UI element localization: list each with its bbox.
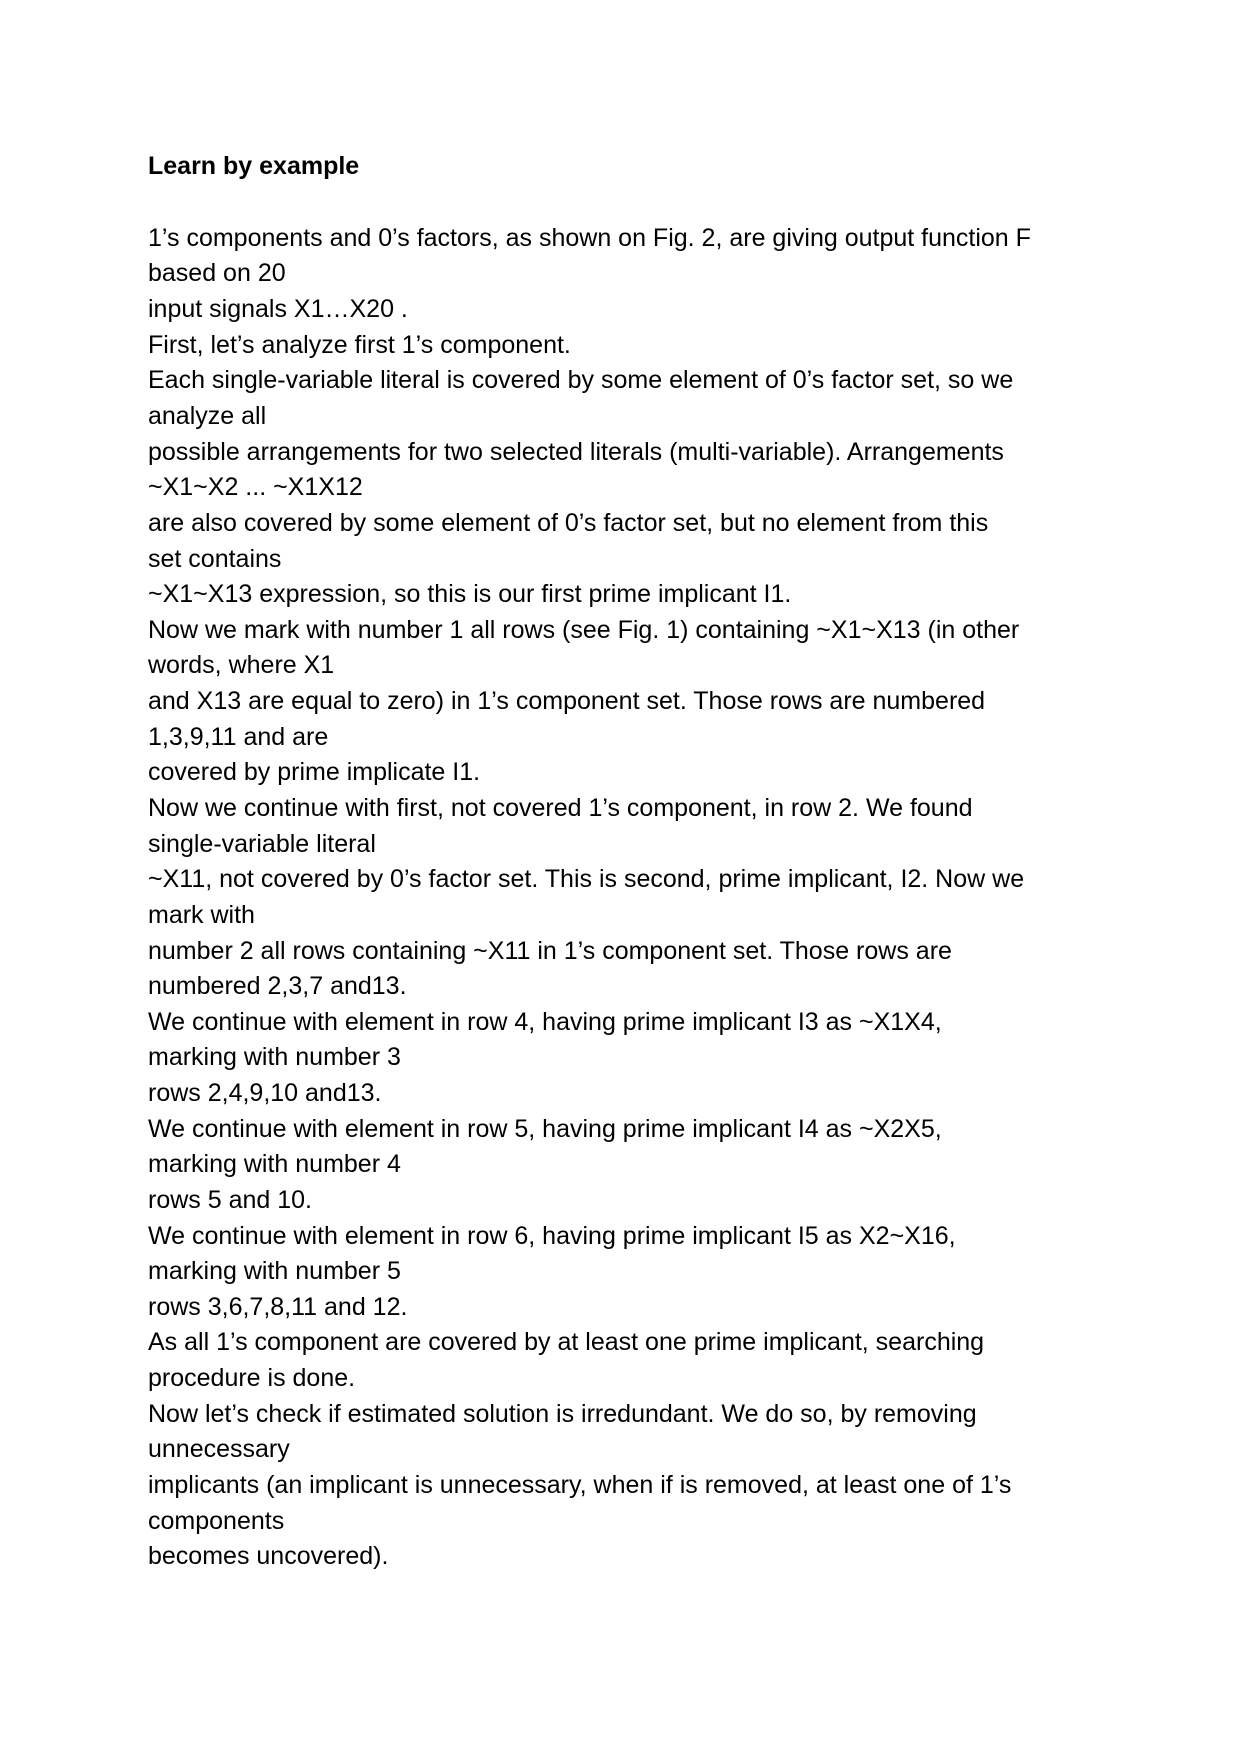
body-line: implicants (an implicant is unnecessary, when if is removed, at least one of 1’s: [148, 1471, 1012, 1499]
body-line: becomes uncovered).: [148, 1542, 389, 1570]
body-line: Each single-variable literal is covered by some element of 0’s factor set, so we: [148, 366, 1014, 394]
body-line: rows 5 and 10.: [148, 1186, 312, 1214]
body-line: procedure is done.: [148, 1364, 356, 1392]
body-line: are also covered by some element of 0’s factor set, but no element from this: [148, 509, 989, 537]
body-line: marking with number 5: [148, 1257, 401, 1285]
body-line: input signals X1…X20 .: [148, 295, 408, 323]
body-line: ~X1~X2 ... ~X1X12: [148, 473, 363, 501]
body-line: analyze all: [148, 402, 267, 430]
body-line: First, let’s analyze first 1’s component.: [148, 331, 571, 359]
body-line: words, where X1: [148, 651, 335, 679]
body-line: mark with: [148, 901, 255, 929]
body-line: Now we mark with number 1 all rows (see Fig. 1) containing ~X1~X13 (in other: [148, 616, 1020, 644]
body-line: marking with number 3: [148, 1043, 401, 1071]
body-line: 1’s components and 0’s factors, as shown on Fig. 2, are giving output function F: [148, 224, 1031, 252]
body-line: As all 1’s component are covered by at least one prime implicant, searching: [148, 1328, 985, 1356]
document-title: Learn by example: [148, 152, 360, 180]
body-line: We continue with element in row 6, having prime implicant I5 as X2~X16,: [148, 1222, 956, 1250]
body-line: set contains: [148, 545, 282, 573]
body-line: covered by prime implicate I1.: [148, 758, 481, 786]
body-line: We continue with element in row 5, having prime implicant I4 as ~X2X5,: [148, 1115, 942, 1143]
body-line: unnecessary: [148, 1435, 290, 1463]
body-line: Now we continue with first, not covered 1’s component, in row 2. We found: [148, 794, 973, 822]
body-line: numbered 2,3,7 and13.: [148, 972, 407, 1000]
body-line: rows 3,6,7,8,11 and 12.: [148, 1293, 408, 1321]
body-line: single-variable literal: [148, 830, 376, 858]
body-line: components: [148, 1507, 285, 1535]
body-line: based on 20: [148, 259, 286, 287]
body-line: Now let’s check if estimated solution is irredundant. We do so, by removing: [148, 1400, 977, 1428]
body-line: and X13 are equal to zero) in 1’s component set. Those rows are numbered: [148, 687, 986, 715]
body-line: possible arrangements for two selected literals (multi-variable). Arrangements: [148, 438, 1004, 466]
body-line: ~X1~X13 expression, so this is our first prime implicant I1.: [148, 580, 792, 608]
body-line: marking with number 4: [148, 1150, 401, 1178]
body-line: 1,3,9,11 and are: [148, 723, 329, 751]
body-line: ~X11, not covered by 0’s factor set. This is second, prime implicant, I2. Now we: [148, 865, 1025, 893]
body-line: rows 2,4,9,10 and13.: [148, 1079, 382, 1107]
body-line: number 2 all rows containing ~X11 in 1’s component set. Those rows are: [148, 937, 952, 965]
body-line: We continue with element in row 4, having prime implicant I3 as ~X1X4,: [148, 1008, 942, 1036]
